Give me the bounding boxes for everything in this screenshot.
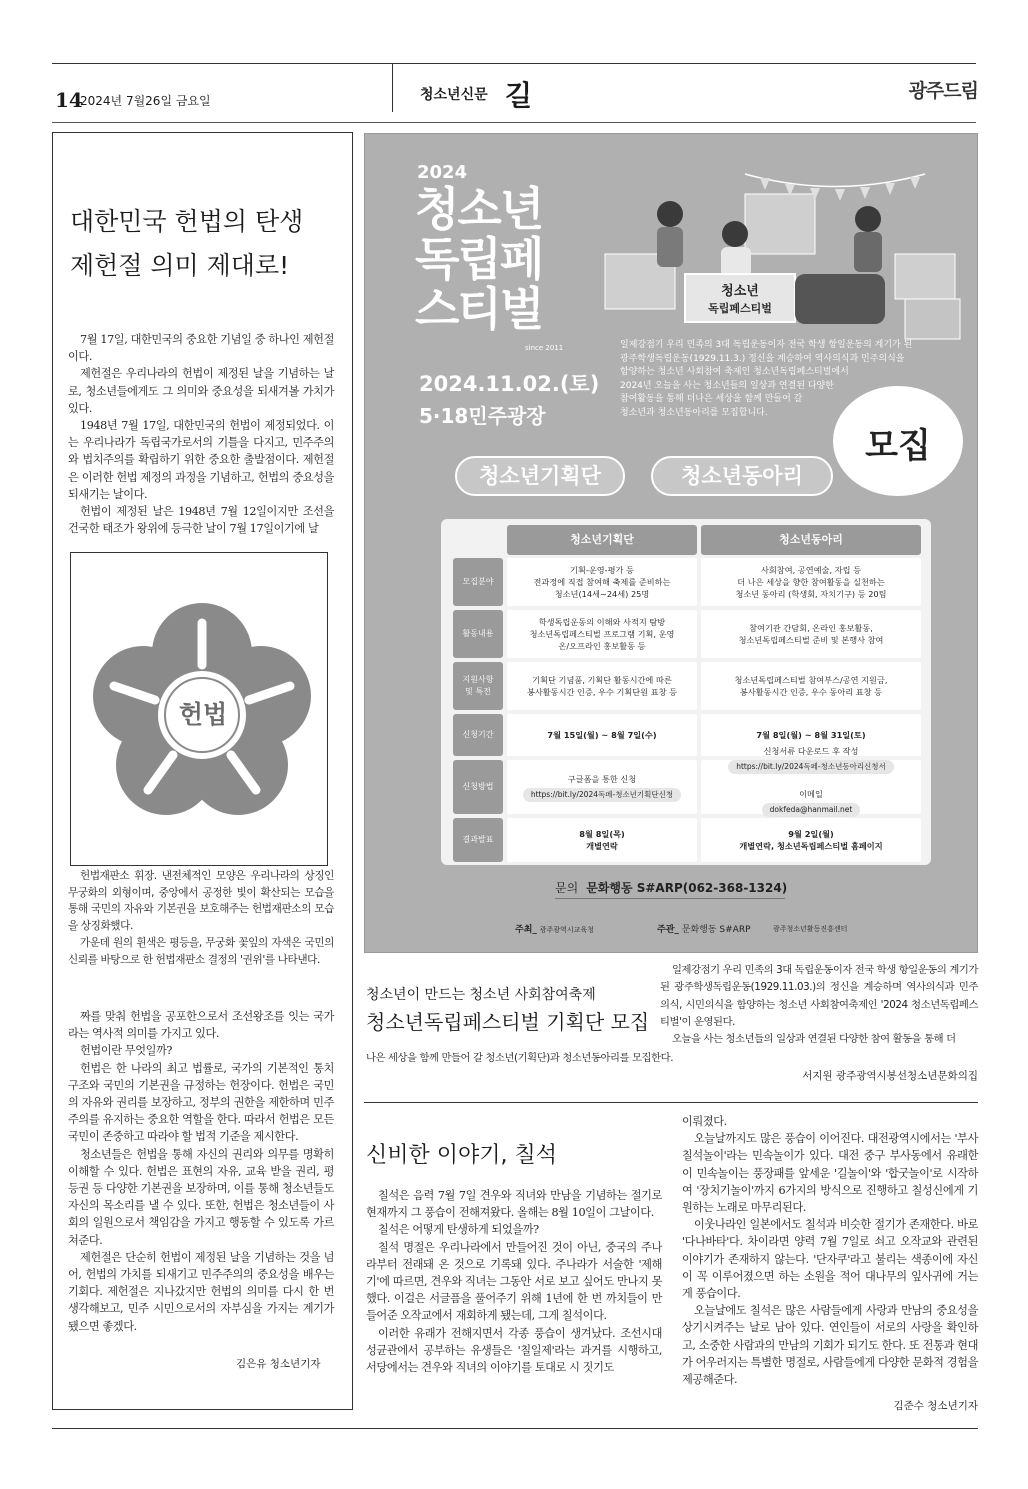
pill-club: 청소년동아리 (651, 456, 833, 496)
header-divider (392, 64, 393, 112)
cell-activity-planning: 학생독립운동의 이해와 사적지 탐방 청소년독립페스티벌 프로그램 기획, 운영 온/오프라인 홍보활동 등 (507, 610, 697, 658)
table-header-planning: 청소년기획단 (507, 525, 697, 555)
row-label-period: 신청기간 (453, 714, 503, 756)
emblem-caption: 헌법재판소 휘장. 낸전체적인 모양은 우리나라의 상징인 무궁화의 외형이며, 중앙에서 공정한 빛이 확산되는 모습을 통해 국민의 자유와 기본권을 보호해주는 헌법재판소의 모습을 상징화했다. 가운데 원의 휜색은 평등을, 무궁화 꽃잎의 자색은 국민의 신뢰를 바탕으로 한 헌법재판소 결정의 '권위'를 나타낸다. (68, 870, 334, 966)
festival-poster (364, 133, 978, 953)
poster-date: 2024.11.02.(토) (419, 372, 600, 396)
row-label-support: 지원사항 및 특전 (453, 662, 503, 710)
poster-year: 2024 (417, 162, 468, 183)
club-apply-link[interactable]: https://bit.ly/2024독페-청소년동아리신청서 (728, 760, 894, 774)
cell-period-club: 7월 8일(월) ~ 8월 31일(토) (701, 714, 921, 756)
row-label-method: 신청방법 (453, 760, 503, 814)
row-label-activity: 활동내용 (453, 610, 503, 658)
event-article-title: 청소년독립페스티벌 기획단 모집 (366, 1010, 650, 1034)
cell-result-club: 9월 2일(월) 개별연락, 청소년독립페스티벌 홈페이지 (701, 818, 921, 862)
cell-support-planning: 기획단 기념품, 기획단 활동시간에 따른 봉사활동시간 인증, 우수 기획단원 표창 등 (507, 662, 697, 710)
poster-since: since 2011 (525, 344, 564, 352)
svg-text:독립페스티벌: 독립페스티벌 (708, 302, 772, 315)
left-article-body-bottom: 짜를 맞춰 헌법을 공포한으로서 조선왕조를 잇는 국가라는 역사적 의미를 가지고 있다. 헌법이란 무엇일까? 헌법은 한 나라의 최고 법률로, 국가의 기본적인 통치 구조와 국민의 기본권을 규정하는 헌장이다. 헌법은 국민의 자유와 권리를 보장하고, 정부의 권한을 제한하며 민주주의를 유지하는 중요한 역할을 한다. 따라서 헌법은 모든 국민이 존중하고 따라야 할 법적 기준을 제시한다. 청소년들은 헌법을 통해 자신의 권리와 의무를 명확히 이해할 수 있다. 헌법은 표현의 자유, 교육 받을 권리, 평등권 등 다양한 기본권을 보장하며, 이를 통해 청소년들도 자신의 목소리를 낼 수 있다. 또한, 헌법은 청소년들이 사회의 일원으로서 책임감을 가지고 행동할 수 있도록 가르쳐준다. 제헌절은 단순히 헌법이 제정된 날을 기념하는 것을 넘어, 헌법의 가치를 되새기고 민주주의의 중요성을 배우는 기회다. 제헌절은 지나갔지만 헌법의 의미를 다시 한 번 생각해보고, 민주 시민으로서의 자부심을 가지는 계기가 됐으면 좋겠다. (68, 1010, 334, 1333)
festival-illustration-icon (595, 154, 975, 344)
cell-method-planning: 구글폼을 통한 신청 https://bit.ly/2024독페-청소년기획단신청 (507, 760, 697, 814)
left-article-title: 대한민국 헌법의 탄생 제헌절 의미 제대로! (70, 207, 304, 280)
footer-rule (52, 1428, 978, 1429)
poster-place: 5·18민주광장 (419, 404, 546, 428)
poster-host: 주최_ 광주광역시교육청 (515, 925, 594, 935)
planning-apply-link[interactable]: https://bit.ly/2024독페-청소년기획단신청 (523, 788, 681, 802)
contact-underline (555, 898, 785, 899)
cell-support-club: 청소년독립페스티벌 참여부스/공연 지원금, 봉사활동시간 인증, 우수 동아리 표창 등 (701, 662, 921, 710)
cell-field-club: 사회참여, 공연예술, 자립 등 더 나은 세상을 향한 참여활동을 실천하는 청소년 동아리 (학생회, 자치기구) 등 20팀 (701, 558, 921, 606)
table-header-club: 청소년동아리 (701, 525, 921, 555)
left-article-byline: 김은유 청소년기자 (236, 1358, 321, 1370)
chilseok-article-col2: 이뤄졌다. 오늘날까지도 많은 풍습이 이어진다. 대전광역시에서는 '부사 칠석놀이'라는 민속놀이가 있다. 대전 중구 부사동에서 유래한 이 민속놀이는 풍장패를 앞세운 '길놀이'와 '합굿놀이'로 시작하여 '장치기놀이'까지 6가지의 방식으로 진행하고 칠성신에게 기원하는 노래로 마무리된다. 이웃나라인 일본에서도 칠석과 비슷한 절기가 존재한다. 바로 '다나바타'다. 차이라면 양력 7월 7일로 쇠고 오작교와 관련된 이야기가 존재하지 않는다. '단자쿠'라고 불리는 색종이에 자신이 꼭 이루어졌으면 하는 소원을 적어 대나무의 잎사귀에 거는 게 풍습이다. 오늘날에도 칠석은 많은 사람들에게 사랑과 만남의 중요성을 상기시켜주는 날로 남아 있다. 연인들이 서로의 사랑을 확인하고, 소중한 사람과의 만남의 기회가 되기도 한다. 또 전통과 현대가 어우러지는 특별한 명절로, 사람들에게 다양한 문화적 경험을 제공해준다. (682, 1115, 978, 1387)
cell-period-planning: 7월 15일(월) ~ 8월 7일(수) (507, 714, 697, 756)
chilseok-article-col1: 칠석은 음력 7월 7일 견우와 직녀와 만남을 기념하는 절기로 현재까지 그 풍습이 전해져왔다. 올해는 8월 10일이 그날이다. 칠석은 어떻게 탄생하게 되었을까? 칠석 명절은 우리나라에서 만들어진 것이 아닌, 중국의 주나라부터 전래돼 온 것으로 기록돼 있다. 주나라가 서술한 '제해기'에 따르면, 견우와 직녀는 그동안 서로 보고 싶어도 만나지 못했다. 이걸은 서글픔을 풀어주기 위해 1년에 한 번 까치들이 만들어준 오작교에서 재회하게 됐는데, 그게 칠석이다. 이러한 유래가 전해지면서 각종 풍습이 생겨났다. 조선시대 성균관에서 공부하는 유생들은 '칠일제'라는 과거를 시행하고, 서당에서는 견우와 직녀의 이야기를 토대로 시 짓기도 (366, 1189, 662, 1375)
publisher-logo: 광주드림 (908, 80, 978, 102)
poster-contact: 문의 문화행동 S#ARP(062-368-1324) (555, 881, 788, 895)
svg-text:청소년: 청소년 (721, 284, 759, 299)
header-bottom-rule (52, 122, 976, 123)
chilseok-article-byline: 김준수 청소년기자 (893, 1400, 978, 1412)
poster-intro: 일제강점기 우리 민족의 3대 독립운동이자 전국 학생 항일운동의 계기가 된 광주학생독립운동(1929.11.3.) 정신을 계승하여 역사의식과 민주의식을 함양하는 청소년 사회참여 축제인 청소년독립페스티벌에서 2024년 오늘을 사는 청소년들의 일상과 연결된 다양한 참여활동을 통해 더나은 세상을 함께 만들어 갈 청소년과 청소년동아리를 모집합니다. (620, 340, 913, 418)
recruit-label: 모집 (865, 426, 931, 466)
header-top-rule (52, 63, 976, 64)
event-article-byline: 서지원 광주광역시봉선청소년문화의집 (802, 1070, 978, 1082)
cell-result-planning: 8월 8일(목) 개별연락 (507, 818, 697, 862)
club-email-link[interactable]: dokfeda@hanmail.net (762, 803, 861, 817)
event-article-body: 일제강점기 우리 민족의 3대 독립운동이자 전국 학생 항일운동의 계기가 된 광주학생독립운동(1929.11.03.)의 정신을 계승하며 역사의식과 민주의식, 시민의식을 함양하는 청소년 사회참여축제인 '2024 청소년독립페스티벌'이 운영된다. 오늘을 사는 청소년들의 일상과 연결된 다양한 참여 활동을 통해 더 (660, 964, 978, 1046)
poster-title: 청소년 독립페 스티벌 (415, 182, 543, 336)
poster-organizer-2: 광주청소년활동진흥센터 (773, 925, 848, 933)
section-mark: 길 (505, 79, 533, 112)
poster-organizer: 주관_ 문화행동 S#ARP (657, 925, 751, 935)
cell-activity-club: 참여기관 간담회, 온라인 홍보활동, 청소년독립페스티벌 준비 및 본행사 참여 (701, 610, 921, 658)
issue-date: 2024년 7월26일 금요일 (80, 94, 211, 108)
constitutional-court-emblem-figure (70, 552, 328, 866)
row-label-result: 결과발표 (453, 818, 503, 862)
event-article-subtitle: 청소년이 만드는 청소년 사회참여축제 (366, 987, 596, 1003)
left-article-body-top: 7월 17일, 대한민국의 중요한 기념일 중 하나인 제헌절이다. 제헌절은 우리나라의 헌법이 제정된 날을 기념하는 날로, 청소년들에게도 그 의미와 중요성을 되새겨볼 가치가 있다. 1948년 7월 17일, 대한민국의 헌법이 제정되었다. 이는 우리나라가 독립국가로서의 기틀을 다지고, 민주주의와 법치주의를 확립하기 위한 중요한 출발점이다. 제헌절은 이러한 헌법 제정의 과정을 기념하고, 헌법의 중요성을 되새기는 날이다. 헌법이 제정된 날은 1948년 7월 12일이지만 조선을 건국한 태조가 왕위에 등극한 날이 7월 17일이기에 날 (68, 333, 334, 536)
cell-field-planning: 기획-운영-평가 등 전과정에 직접 참여해 축제를 준비하는 청소년(14세~24세) 25명 (507, 558, 697, 606)
page-number: 14 (55, 88, 83, 112)
pill-planning-team: 청소년기획단 (455, 456, 625, 496)
section-divider (364, 1102, 978, 1103)
chilseok-article-title: 신비한 이야기, 칠석 (366, 1143, 557, 1168)
event-article-last-line: 나은 세상을 함께 만들어 갈 청소년(기획단)과 청소년동아리를 모집한다. (366, 1052, 674, 1064)
section-name: 청소년신문 (420, 87, 488, 103)
emblem-label: 헌법 (178, 700, 228, 729)
row-label-field: 모집분야 (453, 558, 503, 606)
cell-method-club: 신청서류 다운로드 후 작성 https://bit.ly/2024독페-청소년동아리신청서 이메일 dokfeda@hanmail.net (701, 760, 921, 814)
